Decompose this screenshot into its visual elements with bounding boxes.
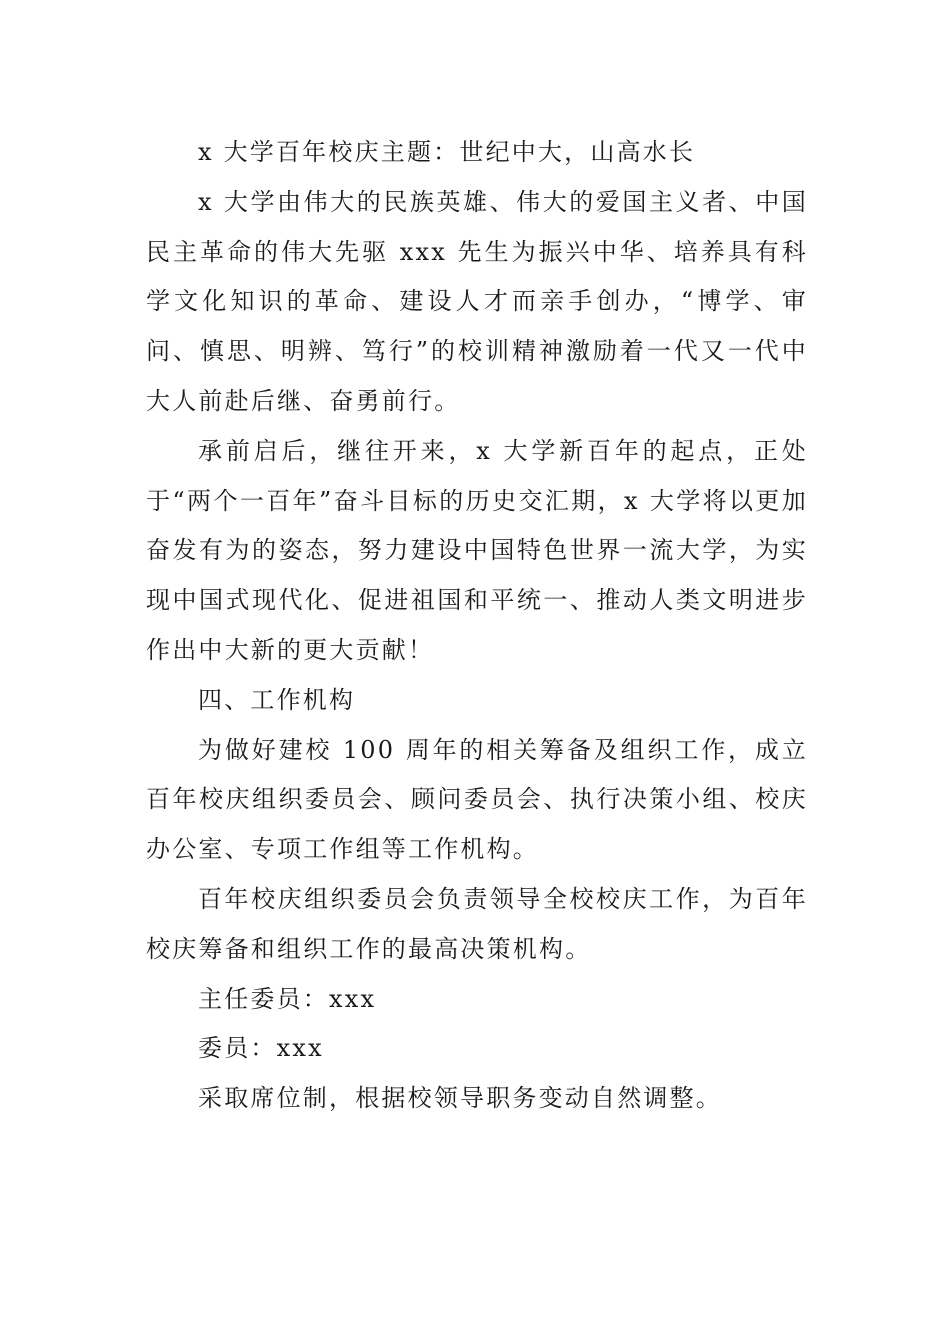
paragraph-members: 委员：xxx: [198, 1034, 324, 1063]
section-heading-work-organization: 四、工作机构: [198, 685, 356, 714]
paragraph-establish-committees: 为做好建校 100 周年的相关筹备及组织工作，成立百年校庆组织委员会、顾问委员会、执行决策小组、校庆办公室、专项工作组等工作机构。: [146, 735, 808, 864]
paragraph-chair: 主任委员：xxx: [198, 984, 377, 1013]
paragraph-university-founding: x 大学由伟大的民族英雄、伟大的爱国主义者、中国民主革命的伟大先驱 xxx 先生为振兴中华、培养具有科学文化知识的革命、建设人才而亲手创办，“博学、审问、慎思、明辨、笃行”的校训精神激励着一代又一代中大人前赴后继、奋勇前行。: [146, 187, 808, 415]
paragraph-organizing-committee-role: 百年校庆组织委员会负责领导全校校庆工作，为百年校庆筹备和组织工作的最高决策机构。: [146, 884, 808, 963]
paragraph-seat-system: 采取席位制，根据校领导职务变动自然调整。: [198, 1084, 722, 1113]
paragraph-theme: x 大学百年校庆主题：世纪中大，山高水长: [198, 138, 696, 166]
paragraph-new-century: 承前启后，继往开来，x 大学新百年的起点，正处于“两个一百年”奋斗目标的历史交汇期，x 大学将以更加奋发有为的姿态，努力建设中国特色世界一流大学，为实现中国式现代化、促进祖国和平统一、推动人类文明进步作出中大新的更大贡献！: [146, 436, 808, 664]
document-body: [146, 128, 808, 1124]
